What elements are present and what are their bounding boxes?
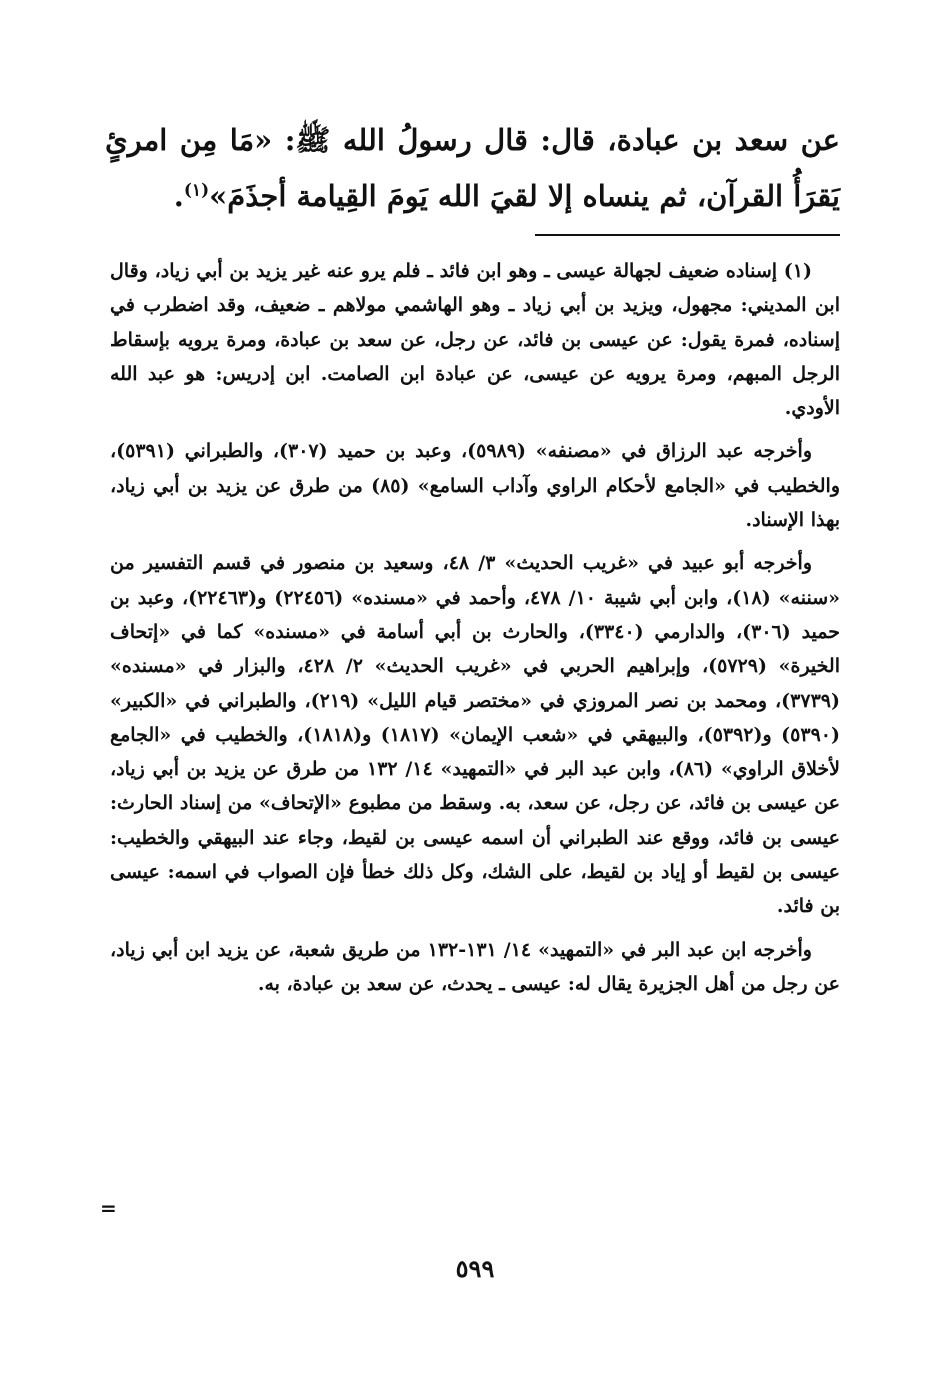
footnote-paragraph: (١) إسناده ضعيف لجهالة عيسى ـ وهو ابن فائد ـ فلم يرو عنه غير يزيد بن أبي زياد، وقال ابن المديني: مجهول، ويزيد بن أبي زياد ـ وهو الهاشمي مولاهم ـ ضعيف، وقد اضطرب في إسناده، فمرة يقول: عن عيسى بن فائد، عن رجل، عن سعد بن عبادة، ومرة يرويه بإسقاط الرجل المبهم، ومرة يرويه عن عيسى، عن عبادة ابن الصامت. ابن إدريس: هو عبد الله الأودي. xyxy=(110,260,840,420)
page-number: ٥٩٩ xyxy=(455,1254,495,1283)
footnote-paragraph: وأخرجه أبو عبيد في «غريب الحديث» ٣/ ٤٨، وسعيد بن منصور في قسم التفسير من «سننه» (١٨)، وابن أبي شيبة ١٠/ ٤٧٨، وأحمد في «مسنده» (٢٢٤٥٦) و(٢٢٤٦٣)، وعبد بن حميد (٣٠٦)، والدارمي (٣٣٤٠)، والحارث بن أبي أسامة في «مسنده» كما في «إتحاف الخيرة» (٥٧٢٩)، وإبراهيم الحربي في «غريب الحديث» ٢/ ٤٢٨، والبزار في «مسنده» (٣٧٣٩)، ومحمد بن نصر المروزي في «مختصر قيام الليل» (٢١٩)، والطبراني في «الكبير» (٥٣٩٠) و(٥٣٩٢)، والبيهقي في «شعب الإيمان» (١٨١٧) و(١٨١٨)، والخطيب في «الجامع لأخلاق الراوي» (٨٦)، وابن عبد البر في «التمهيد» ١٤/ ١٣٢ من طرق عن يزيد بن أبي زياد، عن عيسى بن فائد، عن رجل، عن سعد، به. وسقط من مطبوع «الإتحاف» من إسناد الحارث: عيسى بن فائد، ووقع عند الطبراني أن اسمه عيسى بن لقيط، وجاء عند البيهقي والخطيب: عيسى بن لقيط أو إياد بن لقيط، على الشك، وكل ذلك خطأ فإن الصواب في اسمه: عيسى بن فائد. xyxy=(110,552,841,918)
footnotes xyxy=(110,254,840,1010)
hadith-ending: . xyxy=(173,179,184,213)
footnote-reference: (١) xyxy=(183,180,210,201)
hadith-text xyxy=(105,112,840,224)
footnote-paragraph: وأخرجه ابن عبد البر في «التمهيد» ١٤/ ١٣١-١٣٢ من طريق شعبة، عن يزيد ابن أبي زياد، عن رجل من أهل الجزيرة يقال له: عيسى ـ يحدث، عن سعد بن عبادة، به. xyxy=(110,938,840,995)
footnote-paragraph: وأخرجه عبد الرزاق في «مصنفه» (٥٩٨٩)، وعبد بن حميد (٣٠٧)، والطبراني (٥٣٩١)، والخطيب في «الجامع لأحكام الراوي وآداب السامع» (٨٥) من طرق عن يزيد بن أبي زياد، بهذا الإسناد. xyxy=(110,440,840,532)
continuation-mark: = xyxy=(100,1196,117,1220)
footnote-divider xyxy=(535,234,840,236)
hadith-body: عن سعد بن عبادة، قال: قال رسولُ الله ﷺ: «مَا مِن امرئٍ يَقرَأُ القرآن، ثم ينساه إلا لقيَ الله يَومَ القِيامة أجذَمَ» xyxy=(105,123,840,213)
